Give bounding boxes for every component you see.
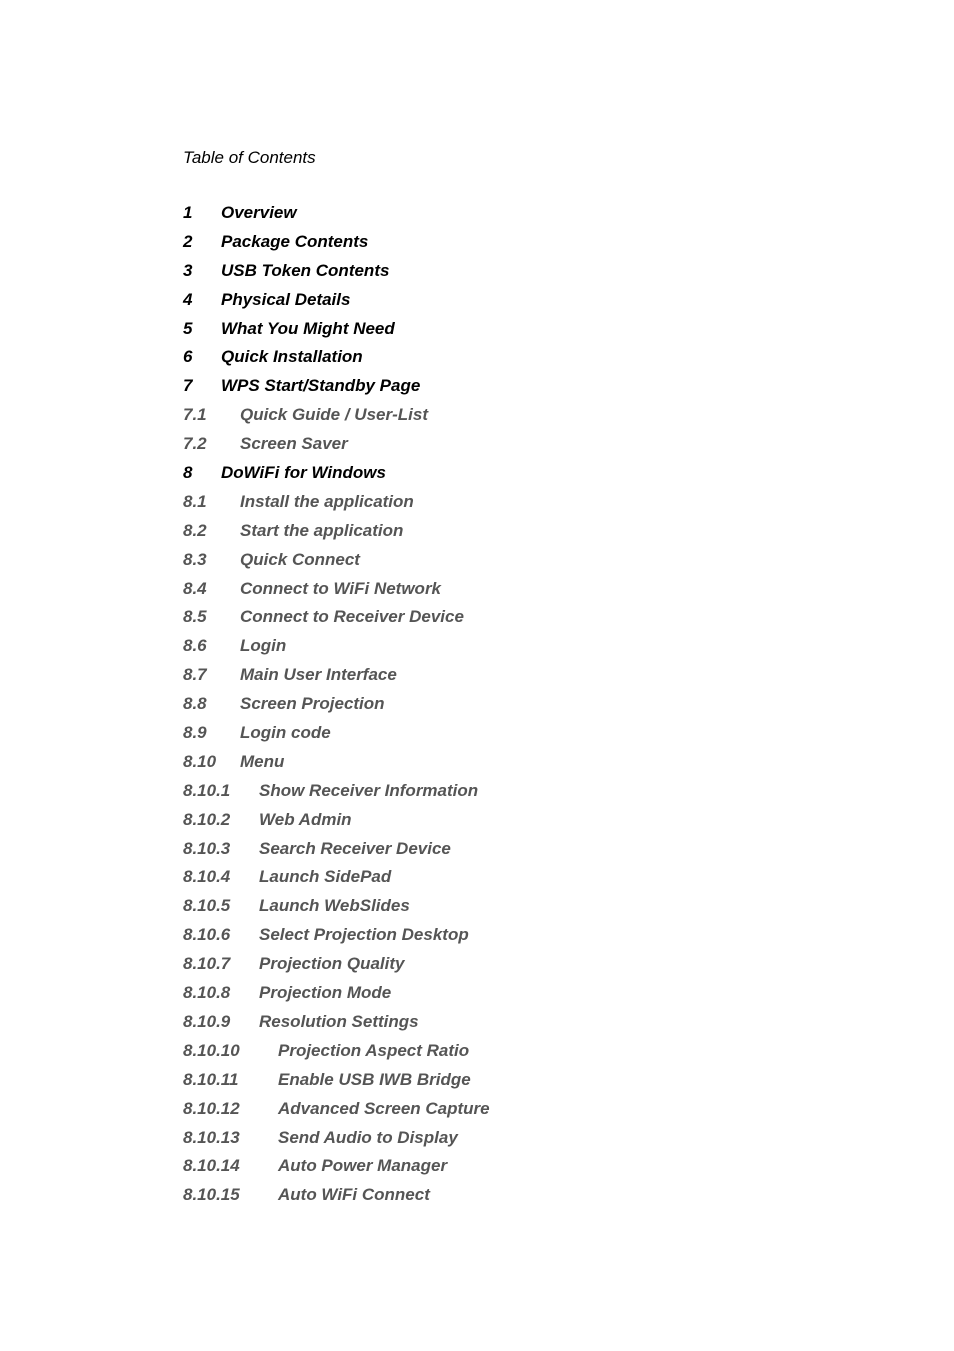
toc-entry-title: Screen Saver (240, 434, 348, 454)
toc-entry-title: Menu (240, 751, 285, 771)
toc-entry-title: DoWiFi for Windows (221, 463, 386, 483)
toc-entry-number: 8.10.1 (183, 780, 231, 800)
toc-entry-title: Launch WebSlides (259, 896, 410, 916)
toc-entry-title: Select Projection Desktop (259, 925, 469, 945)
toc-entry-title: Enable USB IWB Bridge (278, 1069, 471, 1089)
toc-entry-number: 7.1 (183, 405, 207, 425)
toc-entry-title: Projection Mode (259, 983, 392, 1003)
toc-entry-number: 8.10 (183, 751, 217, 771)
toc-entry-title: Quick Guide / User-List (240, 405, 428, 425)
toc-entry-number: 8.10.7 (183, 954, 231, 974)
toc-entry-title: Show Receiver Information (259, 780, 479, 800)
toc-entry-number: 2 (183, 231, 193, 251)
toc-entry-title: Quick Connect (240, 549, 360, 569)
toc-entry-number: 6 (183, 347, 193, 367)
toc-entry-title: Connect to Receiver Device (240, 607, 464, 627)
toc-entry-title: Search Receiver Device (259, 838, 451, 858)
toc-entry-number: 8.3 (183, 549, 207, 569)
toc-entry-number: 8.6 (183, 636, 207, 656)
toc-entry-number: 1 (183, 203, 193, 222)
toc-entry-number: 8.8 (183, 694, 207, 714)
toc-entry-title: Connect to WiFi Network (240, 578, 442, 598)
toc-entry-number: 8.10.5 (183, 896, 231, 916)
toc-entry-title: Auto WiFi Connect (278, 1185, 430, 1205)
toc-entry-title: WPS Start/Standby Page (221, 376, 421, 396)
toc-entry-title: Advanced Screen Capture (278, 1098, 490, 1118)
toc-entry-title: Screen Projection (240, 694, 385, 714)
toc-entry-title: Physical Details (221, 289, 351, 309)
toc-entry-title: Auto Power Manager (278, 1156, 448, 1176)
toc-entry-number: 7 (183, 376, 193, 396)
toc-entry-title: Login code (240, 723, 331, 743)
toc-entry-number: 8.10.3 (183, 838, 231, 858)
toc-entry-number: 8.9 (183, 723, 207, 743)
toc-entry-title: Main User Interface (240, 665, 397, 685)
toc-entry-title: Launch SidePad (259, 867, 392, 887)
toc-entry-number: 8.5 (183, 607, 207, 627)
toc-entry-title: Projection Aspect Ratio (278, 1040, 470, 1060)
toc-entry-title: Overview (221, 203, 297, 222)
toc-entry-title: Quick Installation (221, 347, 363, 367)
toc-entry-number: 8.10.2 (183, 809, 231, 829)
toc-entry-title: Install the application (240, 491, 414, 511)
toc-entry-number: 8.10.4 (183, 867, 231, 887)
toc-entry-title: Login (240, 636, 287, 656)
toc-entry-number: 8.10.6 (183, 925, 231, 945)
toc-entry-title: Web Admin (259, 809, 352, 829)
toc-entry-number: 8.10.9 (183, 1011, 231, 1031)
toc-entry-number: 8.10.14 (183, 1156, 240, 1176)
toc-entry-title: USB Token Contents (221, 260, 390, 280)
toc-entry-number: 5 (183, 318, 193, 338)
toc-entry-number: 8 (183, 463, 193, 483)
toc-entry-number: 8.10.8 (183, 983, 231, 1003)
toc-heading: Table of Contents (183, 148, 316, 167)
toc-entry-title: Resolution Settings (259, 1011, 419, 1031)
toc-entry-number: 8.10.11 (183, 1069, 239, 1089)
toc-entry-number: 8.4 (183, 578, 207, 598)
toc-entry-number: 8.10.13 (183, 1127, 240, 1147)
toc-entry-title: Package Contents (221, 231, 369, 251)
toc-entry-number: 7.2 (183, 434, 207, 454)
toc-entry-title: Projection Quality (259, 954, 405, 974)
toc-entry-number: 4 (183, 289, 193, 309)
toc-entry-number: 8.10.15 (183, 1185, 240, 1205)
toc-entry-title: Send Audio to Display (278, 1127, 458, 1147)
toc-entry-number: 8.10.12 (183, 1098, 240, 1118)
toc-entry-number: 8.2 (183, 520, 207, 540)
toc-entry-title: Start the application (240, 520, 404, 540)
toc-entry-number: 3 (183, 260, 193, 280)
toc-entry-number: 8.1 (183, 491, 207, 511)
toc-entry-title: What You Might Need (221, 318, 395, 338)
toc-entry-number: 8.7 (183, 665, 207, 685)
toc-entry-number: 8.10.10 (183, 1040, 240, 1060)
